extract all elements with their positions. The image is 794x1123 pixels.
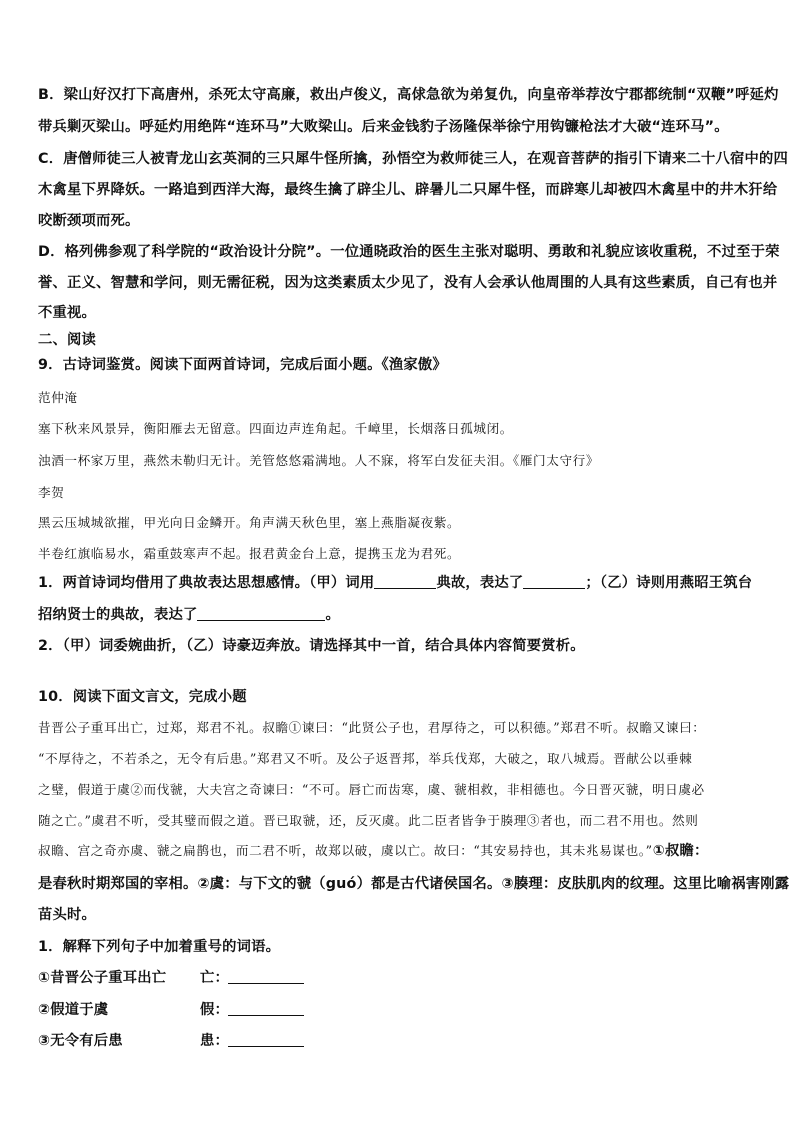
poem-1-line-1: 塞下秋来风景异，衡阳雁去无留意。四面边声连角起。千嶂里，长烟落日孤城闭。 (38, 421, 513, 436)
poem-1-author: 范仲淹 (38, 390, 78, 405)
option-b-line-1: B．梁山好汉打下高唐州，杀死太守高廉，救出卢俊义，高俅急欲为弟复仇，向皇帝举荐汝宁郡都统制“双鞭”呼延灼 (38, 87, 779, 103)
vocab-word: 亡： (200, 970, 229, 986)
q9-sub1-text-e: 。 (325, 607, 340, 623)
classical-text-line-4: 随之亡。”虞君不听，受其璧而假之道。晋已取虢，还，反灭虞。此二臣者皆争于腠理③者也，而二君不用也。然则 (38, 813, 699, 828)
vocab-word: 假： (200, 1002, 229, 1018)
q9-sub1-text-a: 1．两首诗词均借用了典故表达思想感情。（甲）词用 (38, 575, 375, 591)
question-9-sub-1 (38, 572, 764, 592)
question-9-sub-1-cont (38, 604, 764, 624)
section-heading-reading: 二、阅读 (38, 332, 96, 348)
answer-blank-2[interactable] (523, 574, 585, 589)
vocab-answer-blank-2[interactable] (228, 1001, 304, 1016)
classical-text-line-3: 之璧，假道于虞②而伐虢，大夫宫之奇谏曰：“不可。唇亡而齿寒，虞、虢相救，非相德也。今日晋灭虢，明日虞必 (38, 782, 705, 797)
q9-sub1-text-b: 典故，表达了 (436, 575, 524, 591)
answer-blank-3[interactable] (197, 606, 325, 621)
question-10-sub-1: 1．解释下列句子中加着重号的词语。 (38, 939, 281, 955)
answer-blank-1[interactable] (374, 574, 436, 589)
option-c-line-2: 木禽星下界降妖。一路追到西洋大海，最终生擒了辟尘儿、辟暑儿二只犀牛怪，而辟寒儿却被四木禽星中的井木犴给 (38, 182, 778, 198)
q9-sub1-text-c: ；（乙）诗则用燕昭王筑台 (585, 575, 753, 591)
question-9-sub-2: 2．（甲）词委婉曲折，（乙）诗豪迈奔放。请选择其中一首，结合具体内容简要赏析。 (38, 638, 585, 654)
classical-text-line-2: “不厚待之，不若杀之，无令有后患。”郑君又不听。及公子返晋邦，举兵伐郑，大破之，取八城焉。晋献公以垂棘 (38, 751, 693, 766)
option-b-line-2: 带兵剿灭梁山。呼延灼用绝阵“连环马”大败梁山。后来金钱豹子汤隆保举徐宁用钩镰枪法才大破“连环马”。 (38, 119, 729, 135)
option-c-line-1: C．唐僧师徒三人被青龙山玄英洞的三只犀牛怪所擒，孙悟空为救师徒三人，在观音菩萨的指引下请来二十八宿中的四 (38, 151, 789, 167)
classical-text-line-5-text: 叔瞻、宫之奇亦虞、虢之扁鹊也，而二君不听，故郑以破，虞以亡。故曰：“其安易持也，其未兆易谋也。” (38, 843, 653, 858)
poem-2-line-2: 半卷红旗临易水，霜重鼓寒声不起。报君黄金台上意，提携玉龙为君死。 (38, 546, 461, 561)
vocab-sentence: ①昔晋公子重耳出亡 (38, 970, 167, 986)
vocab-answer-blank-3[interactable] (228, 1032, 304, 1047)
vocab-answer-blank-1[interactable] (228, 969, 304, 984)
poem-2-author: 李贺 (38, 485, 65, 500)
notes-line-1: 是春秋时期郑国的宰相。②虞：与下文的虢（guó）都是古代诸侯国名。③腠理：皮肤肌肉的纹理。这里比喻祸害刚露 (38, 876, 790, 892)
vocab-sentence: ③无令有后患 (38, 1033, 123, 1049)
option-d-line-1: D．格列佛参观了科学院的“政治设计分院”。一位通晓政治的医生主张对聪明、勇敢和礼貌应该收重税，不过至于荣 (38, 244, 780, 260)
note-start: ①叔瞻： (652, 843, 709, 859)
poem-2-line-1: 黑云压城城欲摧，甲光向日金鳞开。角声满天秋色里，塞上燕脂凝夜紫。 (38, 515, 461, 530)
question-10-intro: 10．阅读下面文言文，完成小题 (38, 689, 247, 705)
option-d-line-3: 不重视。 (38, 305, 96, 321)
vocab-word: 患： (200, 1033, 229, 1049)
q9-sub1-text-d: 招纳贤士的典故，表达了 (38, 607, 198, 623)
vocab-sentence: ②假道于虞 (38, 1002, 109, 1018)
classical-text-line-1: 昔晋公子重耳出亡，过郑，郑君不礼。叔瞻①谏曰：“此贤公子也，君厚待之，可以积德。”郑君不听。叔瞻又谏曰： (38, 720, 706, 735)
question-9-intro: 9．古诗词鉴赏。阅读下面两首诗词，完成后面小题。《渔家傲》 (38, 357, 447, 373)
poem-1-line-2: 浊酒一杯家万里，燕然未勒归无计。羌管悠悠霜满地。人不寐，将军白发征夫泪。《雁门太守行》 (38, 453, 600, 468)
notes-line-2: 苗头时。 (38, 907, 96, 923)
option-c-line-3: 咬断颈项而死。 (38, 213, 140, 229)
option-d-line-2: 誉、正义、智慧和学问，则无需征税，因为这类素质太少见了，没有人会承认他周围的人具有这些素质，自己有也并 (38, 275, 778, 291)
classical-text-line-5 (38, 840, 764, 860)
